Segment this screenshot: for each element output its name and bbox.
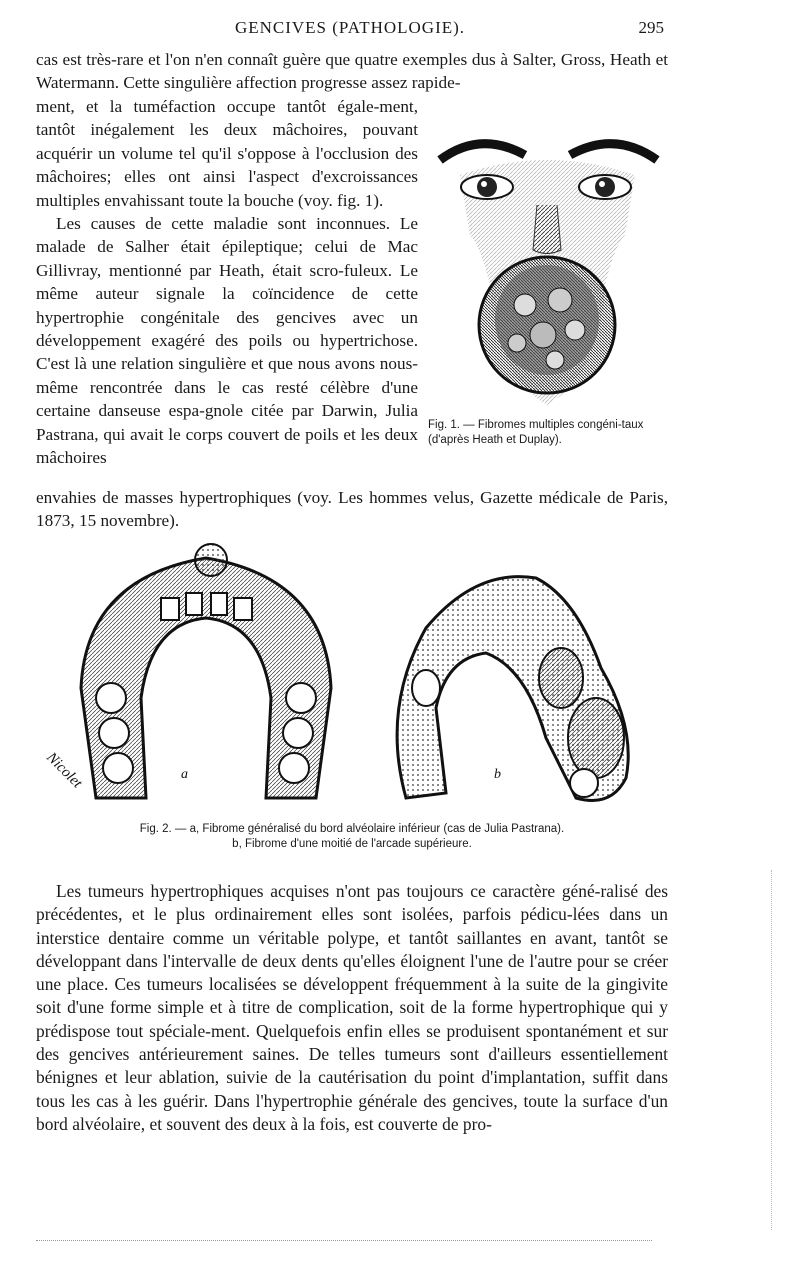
engraver-signature: Nicolet bbox=[43, 749, 86, 792]
intro-text: cas est très-rare et l'on n'en connaît guère que quatre exemples dus à Salter, Gross, Heath et Watermann. Cette singulière affection progresse assez rapide- bbox=[36, 50, 668, 93]
gingival-mass bbox=[479, 257, 615, 393]
jaw-b-illustration bbox=[397, 577, 628, 801]
right-eyebrow bbox=[570, 144, 657, 160]
causes-paragraph-end: envahies de masses hypertrophiques (voy. Les hommes velus, Gazette médicale de Paris, 1873, 15 novembre). bbox=[36, 488, 668, 531]
intro-continued: ment, et la tuméfaction occupe tantôt égale-ment, tantôt inégalement les deux mâchoires, pouvant acquérir un volume tel qu'il s'oppose à l'occlusion des mâchoires; elles ont ainsi l'aspect d'excroissances multiples envahissant toute la bouche (voy. fig. 1). bbox=[36, 97, 418, 210]
page-number: 295 bbox=[638, 18, 664, 37]
figure-1-caption: Fig. 1. — Fibromes multiples congéni-taux (d'après Heath et Duplay). bbox=[428, 419, 644, 446]
figure-2-caption bbox=[36, 822, 668, 852]
paragraph-tail bbox=[36, 486, 668, 533]
jaw-a-illustration bbox=[81, 544, 331, 798]
causes-paragraph: Les causes de cette maladie sont inconnues. Le malade de Salher était épileptique; celui de Mac Gillivray, mentionné par Heath, était scro-fuleux. Le même auteur signale la coïncidence de cette hypertrophie congénitale des gencives avec un développement exagéré des poils ou hypertrichose. C'est là une relation singulière et que nous avons nous-même rencontrée dans le cas resté célèbre d'une certaine danseuse espa-gnole citée par Darwin, Julia Pastrana, qui avait le corps couvert de poils et les deux mâchoires bbox=[36, 214, 418, 468]
figure-2-caption-line-2: b, Fibrome d'une moitié de l'arcade supérieure. bbox=[232, 838, 472, 850]
margin-dots bbox=[765, 870, 772, 1230]
paragraph-acquired-tumors bbox=[36, 880, 668, 1136]
right-eye-icon bbox=[579, 175, 631, 199]
figure-2-label-a: a bbox=[181, 767, 188, 782]
left-eye-icon bbox=[461, 175, 513, 199]
acquired-tumors-text: Les tumeurs hypertrophiques acquises n'ont pas toujours ce caractère géné-ralisé des précédentes, et le plus ordinairement elles sont isolées, parfois pédicu-lées dans un interstice dentaire comme un véritable polype, et tantôt saillantes en avant, tantôt se développant dans l'intervalle de deux dents qu'elles éloignent l'une de l'autre pour se créer une place. Ces tumeurs localisées se développent fréquemment à la suite de la gingivite soit d'une forme simple et à titre de complication, soit de la forme hypertrophique qui y prédispose tout spéciale-ment. Quelquefois enfin elles se produisent spontanément et sur des gencives antérieurement saines. De telles tumeurs sont d'ailleurs essentiellement bénignes et leur ablation, suivie de la cautérisation du point d'implantation, suffit dans tous les cas à les guérir. Dans l'hypertrophie générale des gencives, toute la surface d'un bord alvéolaire, et souvent des deux à la fois, est couverte de pro- bbox=[36, 881, 668, 1134]
figure-2-caption-line-1: Fig. 2. — a, Fibrome généralisé du bord alvéolaire inférieur (cas de Julia Pastrana). bbox=[139, 823, 565, 835]
running-title: GENCIVES (PATHOLOGIE). bbox=[234, 18, 466, 37]
left-eyebrow bbox=[440, 144, 525, 160]
figure-2-illustration bbox=[36, 538, 668, 818]
running-header bbox=[36, 18, 664, 44]
left-column bbox=[36, 95, 418, 470]
figure-2-label-b: b bbox=[494, 767, 501, 782]
figure-1-illustration bbox=[425, 115, 670, 415]
bottom-dotted-rule bbox=[36, 1240, 652, 1241]
paragraph-intro bbox=[36, 48, 668, 95]
